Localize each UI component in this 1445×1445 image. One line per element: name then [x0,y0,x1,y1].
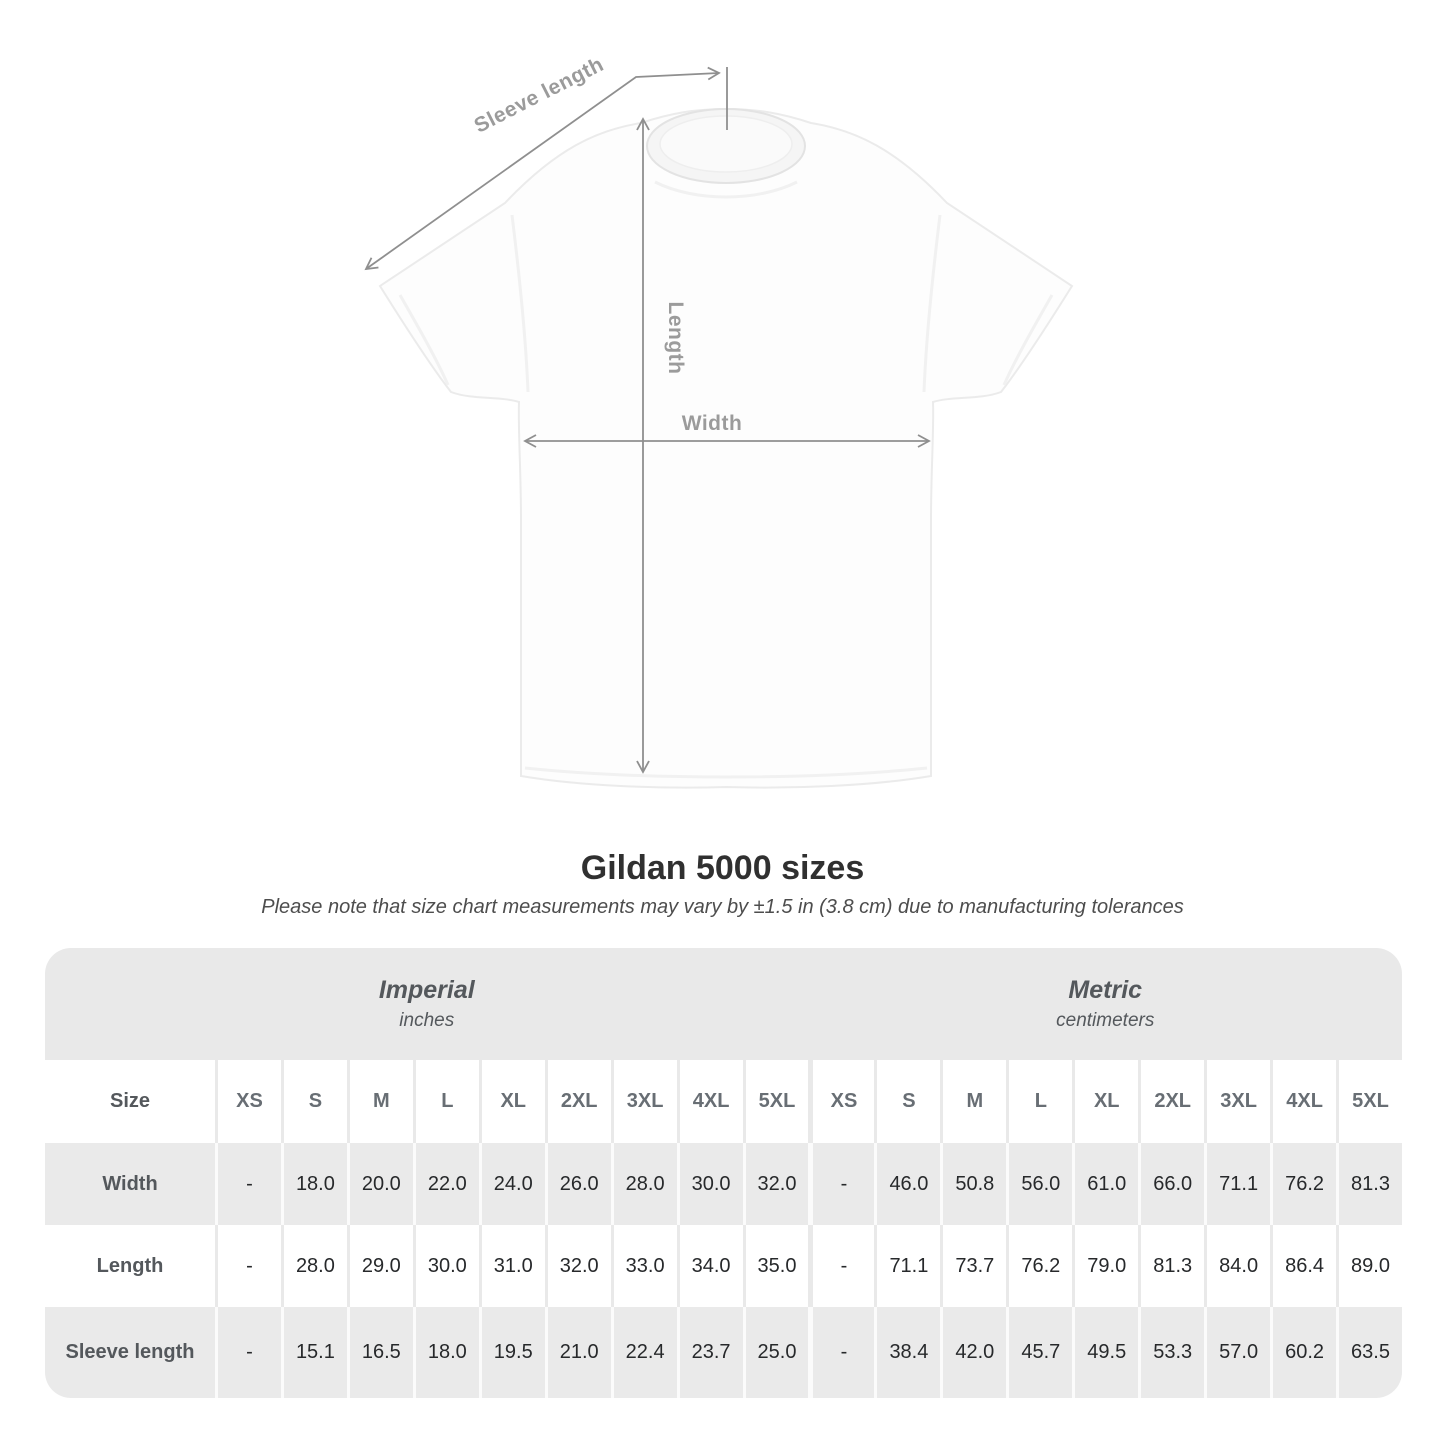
column-header-4xl-metric: 4XL [1270,1060,1336,1143]
table-cell: 28.0 [611,1143,677,1225]
table-cell: 31.0 [479,1225,545,1307]
length-label: Length [664,301,687,375]
table-cell: 63.5 [1336,1307,1402,1398]
column-header-2xl-metric: 2XL [1138,1060,1204,1143]
column-header-s-metric: S [874,1060,940,1143]
table-cell: 66.0 [1138,1143,1204,1225]
table-cell: 28.0 [281,1225,347,1307]
table-cell: 32.0 [545,1225,611,1307]
column-header-xl-metric: XL [1072,1060,1138,1143]
table-cell: 19.5 [479,1307,545,1398]
table-cell: 26.0 [545,1143,611,1225]
table-cell: 50.8 [940,1143,1006,1225]
column-header-2xl-imperial: 2XL [545,1060,611,1143]
table-cell: - [215,1143,281,1225]
table-body [45,1143,1402,1398]
table-cell: - [215,1225,281,1307]
column-header-4xl-imperial: 4XL [677,1060,743,1143]
tshirt-graphic [380,109,1072,788]
unit-section-metric [809,948,1403,1060]
column-header-xs-metric: XS [808,1060,874,1143]
table-cell: 79.0 [1072,1225,1138,1307]
table-cell: 22.0 [413,1143,479,1225]
table-cell: 71.1 [1204,1143,1270,1225]
table-cell: 76.2 [1270,1143,1336,1225]
column-header-5xl-imperial: 5XL [743,1060,809,1143]
table-cell: 29.0 [347,1225,413,1307]
table-cell: 30.0 [413,1225,479,1307]
table-cell: 81.3 [1336,1143,1402,1225]
table-cell: 18.0 [281,1143,347,1225]
table-cell: 76.2 [1006,1225,1072,1307]
table-row [45,1225,1402,1307]
column-header-s-imperial: S [281,1060,347,1143]
size-header: Size [109,1090,151,1112]
table-cell: 21.0 [545,1307,611,1398]
table-cell: 30.0 [677,1143,743,1225]
table-cell: 33.0 [611,1225,677,1307]
column-header-m-imperial: M [347,1060,413,1143]
table-cell: 22.4 [611,1307,677,1398]
width-label: Width [681,412,743,435]
table-cell: 53.3 [1138,1307,1204,1398]
table-row [45,1143,1402,1225]
table-cell: 18.0 [413,1307,479,1398]
table-cell: 38.4 [874,1307,940,1398]
row-label: Sleeve length [65,1341,195,1363]
table-cell: 15.1 [281,1307,347,1398]
column-header-l-imperial: L [413,1060,479,1143]
row-label: Length [96,1254,164,1277]
column-header-3xl-imperial: 3XL [611,1060,677,1143]
table-cell: - [215,1307,281,1398]
unit-section-title: Metric [1068,976,1143,1004]
table-cell: 25.0 [743,1307,809,1398]
column-header-l-metric: L [1006,1060,1072,1143]
table-cell: 45.7 [1006,1307,1072,1398]
table-cell: 24.0 [479,1143,545,1225]
column-header-xl-imperial: XL [479,1060,545,1143]
unit-section-subtitle: inches [399,1010,455,1031]
table-cell: 20.0 [347,1143,413,1225]
size-table [45,948,1402,1398]
table-cell: 89.0 [1336,1225,1402,1307]
page-title: Gildan 5000 sizes [580,849,865,887]
table-cell: 35.0 [743,1225,809,1307]
table-cell: 42.0 [940,1307,1006,1398]
table-cell: 23.7 [677,1307,743,1398]
table-cell: 81.3 [1138,1225,1204,1307]
table-cell: 73.7 [940,1225,1006,1307]
column-header-5xl-metric: 5XL [1336,1060,1402,1143]
column-header-m-metric: M [940,1060,1006,1143]
heading-block [0,849,1445,919]
table-cell: 84.0 [1204,1225,1270,1307]
table-cell: 32.0 [743,1143,809,1225]
unit-section-subtitle: centimeters [1056,1010,1155,1031]
table-cell: 86.4 [1270,1225,1336,1307]
table-cell: 61.0 [1072,1143,1138,1225]
table-cell: - [808,1225,874,1307]
unit-section-imperial [45,948,809,1060]
table-cell: 56.0 [1006,1143,1072,1225]
table-row [45,1307,1402,1398]
table-cell: 60.2 [1270,1307,1336,1398]
table-cell: 34.0 [677,1225,743,1307]
sleeve-length-label: Sleeve length [470,52,608,138]
column-header-3xl-metric: 3XL [1204,1060,1270,1143]
unit-section-title: Imperial [378,976,475,1004]
tolerance-note: Please note that size chart measurements may vary by ±1.5 in (3.8 cm) due to manufacturing tolerances [261,896,1184,918]
table-cell: - [808,1143,874,1225]
row-label: Width [102,1172,158,1195]
table-header-row [45,1060,1402,1143]
tshirt-body [380,109,1072,788]
table-cell: 71.1 [874,1225,940,1307]
table-cell: 46.0 [874,1143,940,1225]
table-cell: 16.5 [347,1307,413,1398]
table-banner [45,948,1402,1060]
table-cell: 49.5 [1072,1307,1138,1398]
table-cell: 57.0 [1204,1307,1270,1398]
table-cell: - [808,1307,874,1398]
tshirt-collar-rib [660,116,792,172]
column-header-xs-imperial: XS [215,1060,281,1143]
